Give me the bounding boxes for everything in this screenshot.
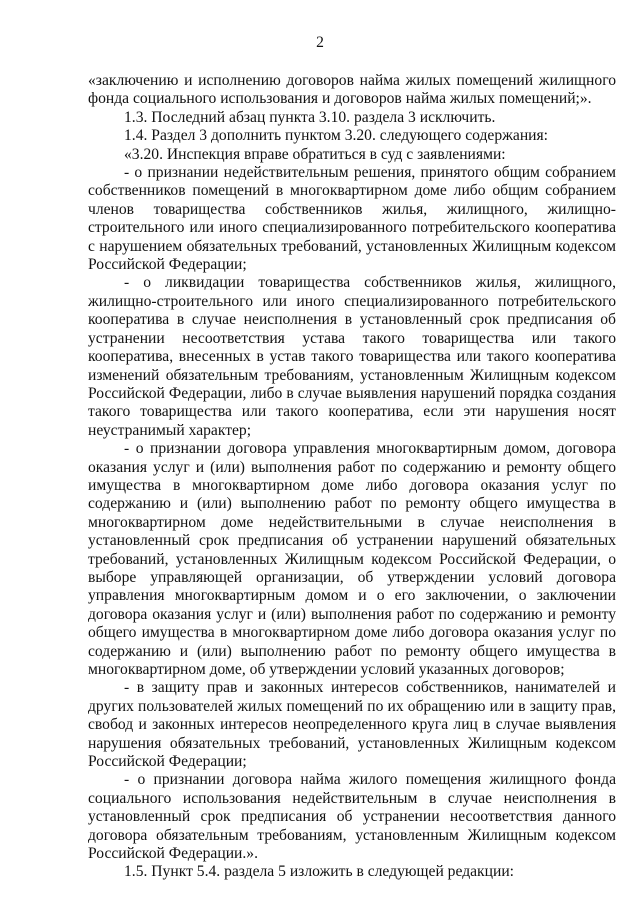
- list-item-liquidation: - о ликвидации товарищества собственников жилья, жилищного, жилищно-строительного или иного специализированного потребительского кооператива в случае неисполнения в установленный срок предписания об устранении несоответствия устава такого товарищества или такого кооператива, внесенных в устав такого товарищества или такого кооператива изменений обязательным требованиям, установленным Жилищным кодексом Российской Федерации, либо в случае выявления нарушений порядка создания такого товарищества или такого кооператива, если эти нарушения носят неустранимый характер;: [88, 274, 616, 439]
- list-item-invalid-management-contract: - о признании договора управления многоквартирным домом, договора оказания услуг и (или) выполнения работ по содержанию и ремонту общего имущества в многоквартирном доме либо договора оказания услуг по содержанию и (или) выполнению работ по ремонту общего имущества в многоквартирном доме недействительными в случае неисполнения в установленный срок предписания об устранении нарушений обязательных требований, установленных Жилищным кодексом Российской Федерации, о выборе управляющей организации, об утверждении условий договора управления многоквартирным домом и о его заключении, о заключении договора оказания услуг и (или) выполнения работ по содержанию и ремонту общего имущества в многоквартирном доме либо договора оказания услуг по содержанию и (или) выполнению работ по ремонту общего имущества в многоквартирном доме, об утверждении условий указанных договоров;: [88, 440, 616, 678]
- list-item-invalid-lease-contract: - о признании договора найма жилого помещения жилищного фонда социального использования недействительным в случае неисполнения в установленный срок предписания об устранении несоответствия данного договора обязательным требованиям, установленным Жилищным кодексом Российской Федерации.».: [88, 771, 616, 863]
- page-number: 2: [316, 34, 324, 51]
- document-body: [88, 72, 616, 882]
- list-item-invalid-decision: - о признании недействительным решения, принятого общим собранием собственников помещений в многоквартирном доме либо общим собранием членов товарищества собственников жилья, жилищного, жилищно-строительного или иного специализированного потребительского кооператива с нарушением обязательных требований, установленных Жилищным кодексом Российской Федерации;: [88, 164, 616, 274]
- paragraph-1-4: 1.4. Раздел 3 дополнить пунктом 3.20. следующего содержания:: [124, 127, 549, 145]
- paragraph-continuation: «заключению и исполнению договоров найма жилых помещений жилищного фонда социального использования и договоров найма жилых помещений;».: [88, 72, 616, 108]
- paragraph-1-5: 1.5. Пункт 5.4. раздела 5 изложить в следующей редакции:: [124, 863, 514, 881]
- list-item-protection-of-rights: - в защиту прав и законных интересов собственников, нанимателей и других пользователей жилых помещений по их обращению или в защиту прав, свобод и законных интересов неопределенного круга лиц в случае выявления нарушения обязательных требований, установленных Жилищным кодексом Российской Федерации;: [88, 679, 616, 771]
- paragraph-1-3: 1.3. Последний абзац пункта 3.10. раздела 3 исключить.: [124, 108, 496, 126]
- paragraph-3-20-heading: «3.20. Инспекция вправе обратиться в суд с заявлениями:: [124, 145, 506, 163]
